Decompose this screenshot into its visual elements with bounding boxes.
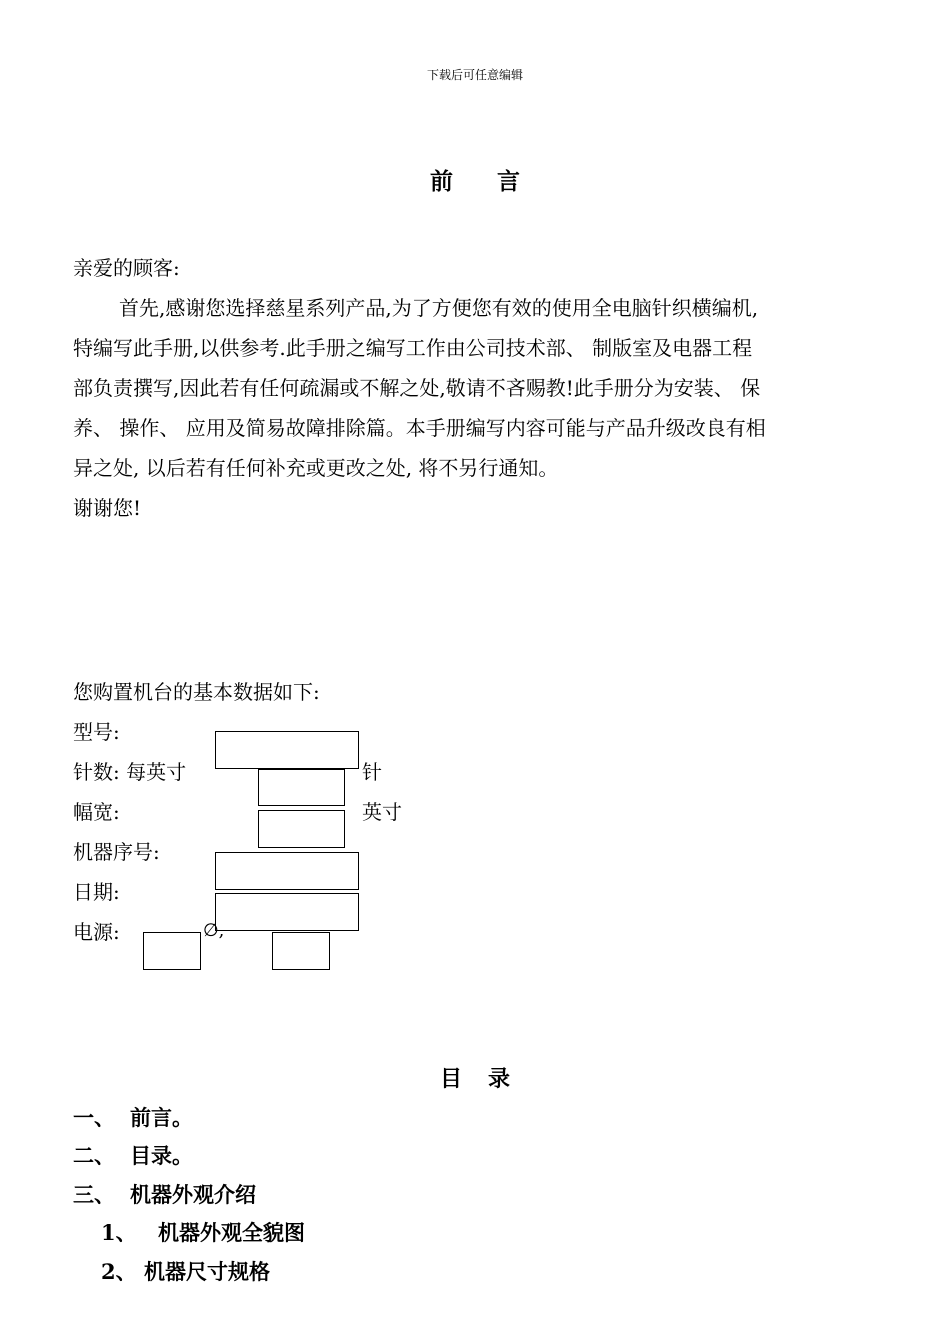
toc-subitem-label: 机器外观全貌图: [158, 1220, 305, 1245]
preface-title: [0, 163, 950, 196]
preface-title-right: 言: [497, 168, 520, 195]
toc-subitem-num: 2、: [101, 1259, 137, 1284]
toc-title-left: 目: [439, 1066, 462, 1092]
toc-item-label: 机器外观介绍: [130, 1182, 256, 1207]
preface-body: [73, 248, 885, 528]
power-voltage-field[interactable]: [272, 932, 330, 970]
page-header: 下载后可任意编辑: [426, 68, 523, 82]
toc-item-num: 二、: [73, 1143, 115, 1168]
preface-line-5: 异之处, 以后若有任何补充或更改之处, 将不另行通知。: [73, 456, 559, 480]
toc-item[interactable]: [73, 1176, 256, 1214]
machine-info-intro: 您购置机台的基本数据如下:: [73, 680, 320, 704]
width-field[interactable]: [258, 810, 345, 848]
toc-subitem-num: 1、: [101, 1220, 137, 1245]
preface-line-4: 养、 操作、 应用及简易故障排除篇。本手册编写内容可能与产品升级改良有相: [73, 416, 766, 440]
width-label: 幅宽:: [73, 800, 120, 824]
preface-title-left: 前: [430, 168, 453, 195]
needle-field[interactable]: [258, 769, 345, 806]
date-field[interactable]: [215, 893, 359, 931]
salutation: 亲爱的顾客:: [73, 256, 180, 280]
width-unit: 英寸: [362, 800, 402, 824]
toc-item[interactable]: [73, 1099, 193, 1137]
toc-subitem-label: 机器尺寸规格: [144, 1259, 270, 1284]
needle-unit: 针: [362, 760, 382, 784]
model-field[interactable]: [215, 731, 359, 769]
preface-line-3: 部负责撰写,因此若有任何疏漏或不解之处,敬请不吝赐教!此手册分为安装、 保: [73, 376, 761, 400]
model-label: 型号:: [73, 720, 120, 744]
needle-label: 针数: 每英寸: [73, 760, 187, 784]
toc-item-num: 三、: [73, 1182, 115, 1207]
power-label: 电源:: [73, 920, 120, 944]
toc-item-num: 一、: [73, 1105, 115, 1130]
toc-item-label: 目录。: [130, 1143, 193, 1168]
closing: 谢谢您!: [73, 496, 142, 520]
toc-subitem[interactable]: [101, 1214, 305, 1252]
serial-label: 机器序号:: [73, 840, 160, 864]
toc-item-label: 前言。: [130, 1105, 193, 1130]
date-label: 日期:: [73, 880, 120, 904]
preface-line-2: 特编写此手册,以供参考.此手册之编写工作由公司技术部、 制版室及电器工程: [73, 336, 753, 360]
toc-item[interactable]: [73, 1137, 193, 1175]
preface-line-1: 首先,感谢您选择慈星系列产品,为了方便您有效的使用全电脑针织横编机,: [119, 296, 759, 320]
serial-field[interactable]: [215, 852, 359, 890]
toc-subitem[interactable]: [101, 1253, 270, 1291]
toc-title: [0, 1062, 950, 1093]
power-phase-field[interactable]: [143, 932, 201, 970]
toc-title-right: 录: [488, 1066, 511, 1092]
power-separator: ∅,: [203, 920, 225, 941]
